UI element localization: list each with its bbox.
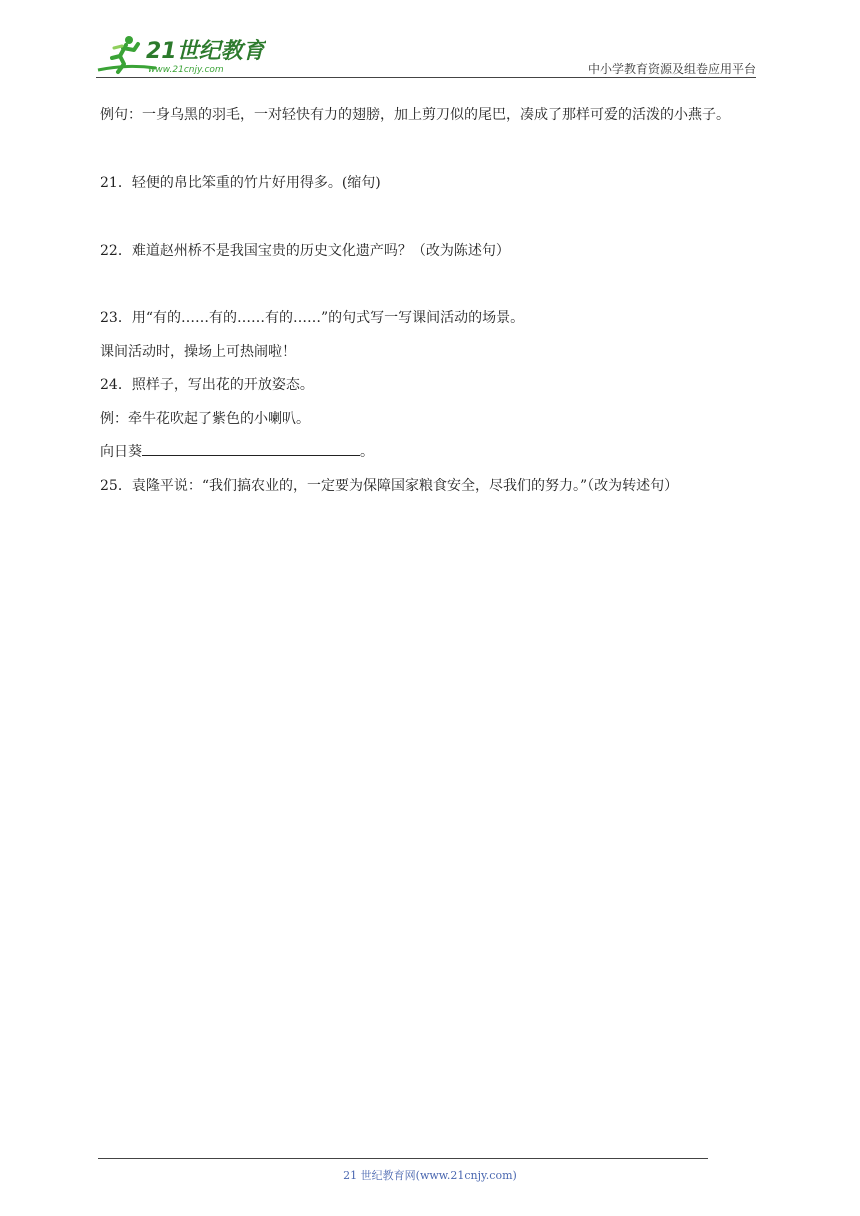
header-divider [96,77,756,78]
question-24-example: 例：牵牛花吹起了紫色的小喇叭。 [100,411,310,427]
question-24-answer [100,443,374,461]
footer-link[interactable]: 21 世纪教育网(www.21cnjy.com) [343,1169,517,1182]
answer-blank[interactable] [142,443,360,456]
runner-logo-icon [96,34,266,80]
answer-suffix: 。 [360,444,374,460]
logo [96,34,266,80]
answer-prefix: 向日葵 [100,444,142,460]
question-24: 24．照样子，写出花的开放姿态。 [100,377,314,393]
platform-name: 中小学教育资源及组卷应用平台 [587,62,756,76]
logo-text: 21世纪教育 [146,39,265,64]
footer-divider [98,1158,708,1159]
question-21: 21．轻便的帛比笨重的竹片好用得多。(缩句) [100,175,381,191]
question-23: 23．用“有的……有的……有的……”的句式写一写课间活动的场景。 [100,310,525,326]
question-23-prompt: 课间活动时，操场上可热闹啦！ [100,344,296,360]
page-header [0,0,860,90]
question-25: 25．袁隆平说：“我们搞农业的，一定要为保障国家粮食安全，尽我们的努力。”（改为转述句） [100,478,679,494]
logo-url: www.21cnjy.com [148,65,224,75]
question-22: 22．难道赵州桥不是我国宝贵的历史文化遗产吗？（改为陈述句） [100,243,510,259]
example-sentence: 例句：一身乌黑的羽毛，一对轻快有力的翅膀，加上剪刀似的尾巴，凑成了那样可爱的活泼的小燕子。 [100,107,730,123]
